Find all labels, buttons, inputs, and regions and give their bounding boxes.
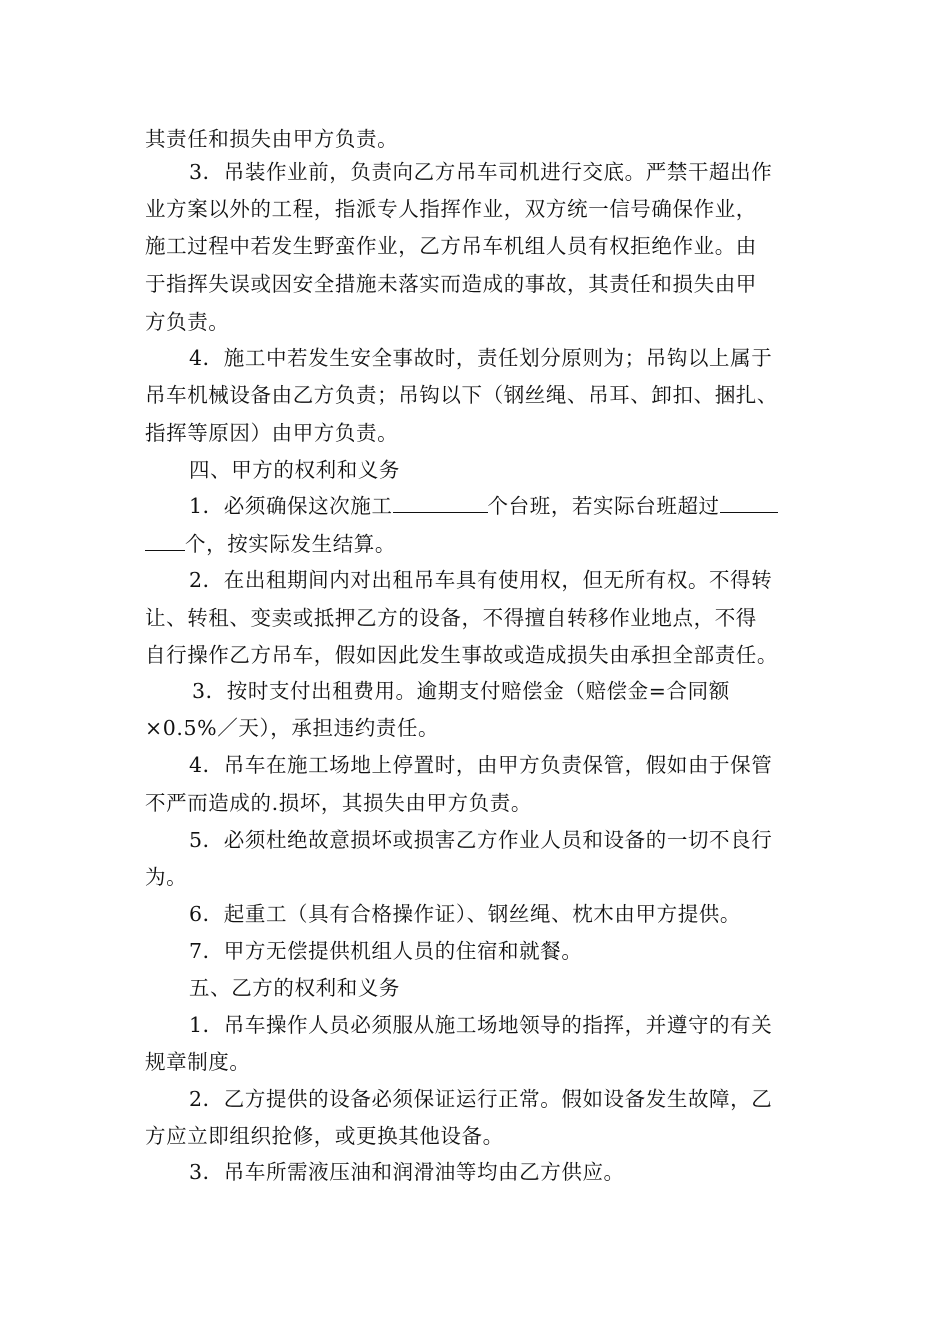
fill-in-line — [145, 530, 396, 558]
paragraph-line: 于指挥失误或因安全措施未落实而造成的事故，其责任和损失由甲 — [145, 272, 757, 296]
paragraph-line: ×0.5%／天），承担违约责任。 — [145, 716, 440, 740]
blank-field[interactable] — [393, 492, 488, 513]
paragraph-line: 业方案以外的工程，指派专人指挥作业，双方统一信号确保作业， — [145, 197, 757, 221]
fill-in-line — [189, 492, 778, 520]
fill-text: 个，按实际发生结算。 — [185, 532, 396, 556]
paragraph-line: 3．吊车所需液压油和润滑油等均由乙方供应。 — [189, 1160, 625, 1184]
section-heading: 四、甲方的权利和义务 — [189, 458, 400, 482]
paragraph-line: 规章制度。 — [145, 1050, 251, 1074]
paragraph-line: 方负责。 — [145, 310, 230, 334]
fill-text: 个台班，若实际台班超过 — [487, 494, 720, 518]
paragraph-line: 让、转租、变卖或抵押乙方的设备，不得擅自转移作业地点，不得 — [145, 606, 757, 630]
paragraph-line: 5．必须杜绝故意损坏或损害乙方作业人员和设备的一切不良行 — [189, 828, 773, 852]
paragraph-line: 6．起重工（具有合格操作证）、钢丝绳、枕木由甲方提供。 — [189, 902, 741, 926]
paragraph-line: 7．甲方无偿提供机组人员的住宿和就餐。 — [189, 939, 583, 963]
blank-field[interactable] — [145, 530, 185, 551]
paragraph-line: 指挥等原因）由甲方负责。 — [145, 421, 399, 445]
paragraph-line: 4．吊车在施工场地上停置时，由甲方负责保管，假如由于保管 — [189, 753, 773, 777]
paragraph-line: 1．吊车操作人员必须服从施工场地领导的指挥，并遵守的有关 — [189, 1013, 773, 1037]
paragraph-line: 吊车机械设备由乙方负责；吊钩以下（钢丝绳、吊耳、卸扣、捆扎、 — [145, 383, 778, 407]
paragraph-line: 2．乙方提供的设备必须保证运行正常。假如设备发生故障，乙 — [189, 1087, 773, 1111]
paragraph-line: 3．吊装作业前，负责向乙方吊车司机进行交底。严禁干超出作 — [189, 160, 773, 184]
paragraph-line: 2．在出租期间内对出租吊车具有使用权，但无所有权。不得转 — [189, 568, 773, 592]
paragraph-line: 方应立即组织抢修，或更换其他设备。 — [145, 1124, 504, 1148]
paragraph-line: 不严而造成的.损坏，其损失由甲方负责。 — [145, 791, 532, 815]
paragraph-line: 其责任和损失由甲方负责。 — [145, 127, 399, 151]
paragraph-line: 自行操作乙方吊车，假如因此发生事故或造成损失由承担全部责任。 — [145, 643, 778, 667]
paragraph-line: 3．按时支付出租费用。逾期支付赔偿金（赔偿金=合同额 — [192, 679, 730, 703]
section-heading: 五、乙方的权利和义务 — [189, 976, 400, 1000]
paragraph-line: 施工过程中若发生野蛮作业，乙方吊车机组人员有权拒绝作业。由 — [145, 234, 757, 258]
paragraph-line: 4．施工中若发生安全事故时，责任划分原则为；吊钩以上属于 — [189, 346, 773, 370]
paragraph-line: 为。 — [145, 865, 188, 889]
blank-field[interactable] — [720, 492, 778, 513]
fill-text: 1．必须确保这次施工 — [189, 494, 393, 518]
